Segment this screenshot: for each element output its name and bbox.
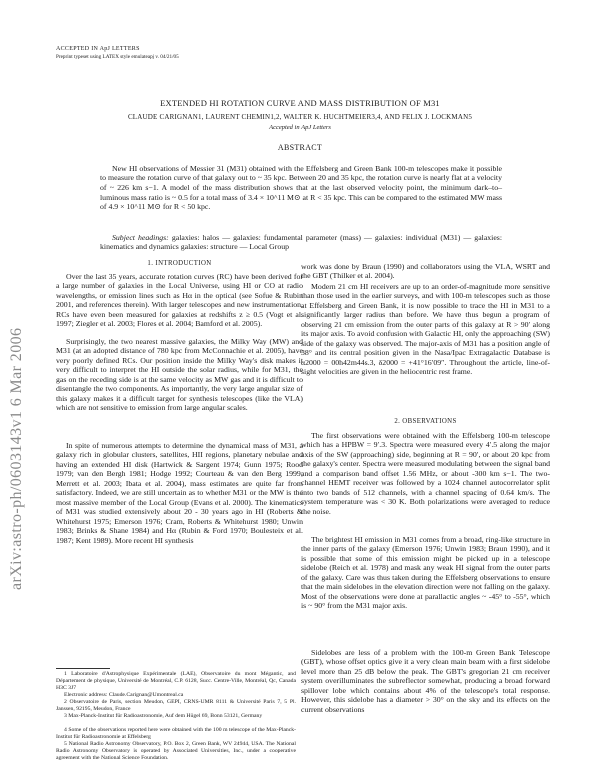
footnote: 5 National Radio Astronomy Observatory, P.O. Box 2, Green Bank, WV 24944, USA. The National Radio Astronomy Observatory is operated by Associated Universities, Inc., under a cooperative agreement with the National Science Foundation. xyxy=(56,741,296,761)
footnote: 3 Max-Planck-Institut für Radioastronomie, Auf dem Hügel 69, Bonn 53121, Germany xyxy=(64,713,263,719)
author-list: CLAUDE CARIGNAN1, LAURENT CHEMIN1,2, WALTER K. HUCHTMEIER3,4, AND FELIX J. LOCKMAN5 xyxy=(127,113,473,121)
footnote-rule xyxy=(56,668,110,669)
subject-headings-text: galaxies: halos — galaxies: fundamental parameter (mass) — galaxies: individual (M31) — galaxies: kinematics and dynamics galaxies: structure — Local Group xyxy=(100,232,503,252)
acceptance-note: Accepted in ApJ Letters xyxy=(269,124,331,131)
subject-headings xyxy=(100,233,502,252)
intro-paragraph: Surprisingly, the two nearest massive galaxies, the Milky Way (MW) and M31 (at an adopted distance of 780 kpc from McConnachie et al. 2005), have very poorly defined RCs. Our position inside the Milky Way's disk makes it very difficult to interpret the HI outside the solar radius, while for M31, the gas on the receding side is at the same velocity as MW gas and it is difficult to disentangle the two components. As importantly, the very large angular size of this galaxy makes it a difficult target for synthesis telescopes (like the VLA) which are not sensitive to emission from large angular scales. xyxy=(56,337,303,413)
footnote: 4 Some of the observations reported here were obtained with the 100 m telescope of the Max-Planck-Institut für Radioastronomie at Effelsberg xyxy=(56,727,296,740)
observations-paragraph: The brightest HI emission in M31 comes from a broad, ring-like structure in the inner parts of the galaxy (Emerson 1976; Unwin 1983; Braun 1990), and it is possible that some of this emission might be picked up in a telescope sidelobe (Reich et al. 1978) and mask any weak HI signal from the outer parts of the galaxy. Care was thus taken during the Effelsberg observations to ensure that the main sidelobes in the elevation direction were not falling on the galaxy. Most of the observations were done at parallactic angles ~ -45° to -55°, which is ~ 90° from the M31 major axis. xyxy=(301,535,550,611)
intro-paragraph: In spite of numerous attempts to determine the dynamical mass of M31, a galaxy rich in globular clusters, satellites, HII regions, planetary nebulae and having an extended HI disk (Hartwick & Sargent 1974; Gunn 1975; Rood 1979; van den Bergh 1981; Hodge 1992; Courteau & van den Berg 1999; Merrett et al. 2003; Ibata et al. 2004), mass estimates are quite far from satisfactory. Indeed, we are still uncertain as to whether M31 or the MW is the most massive member of the Local Group (Evans et al. 2000). The kinematics of M31 was studied extensively about 20 - 30 years ago in HI (Roberts & Whitehurst 1975; Emerson 1976; Cram, Roberts & Whitehurst 1980; Unwin 1983; Brinks & Shane 1984) and Hα (Rubin & Ford 1970; Boulesteix et al. 1987; Kent 1989). More recent HI synthesis xyxy=(56,441,303,545)
observations-heading: 2. OBSERVATIONS xyxy=(394,418,457,425)
footnote: 2 Observatoire de Paris, section Meudon, GEPI, CRNS-UMR 8111 & Université Paris 7, 5 Pl. Janssen, 92195, Meudon, France xyxy=(56,699,296,712)
subject-headings-label: Subject headings: xyxy=(112,232,169,242)
journal-status: ACCEPTED IN ApJ LETTERS xyxy=(56,46,140,52)
footnote: 1 Laboratoire d'Astrophysique Expérimentale (LAE), Observatoire du mont Mégantic, and Département de physique, Université de Montréal, C.P. 6128, Succ. Centre-Ville, Montréal, Qc, Canada H3C 3J7 xyxy=(56,671,296,691)
intro-paragraph: Over the last 35 years, accurate rotation curves (RC) have been derived for a large number of galaxies in the Local Universe, using HI or CO at radio wavelengths, or emission lines such as Hα in the optical (see Sofue & Rubin 2001, and references therein). With larger telescopes and new instrumentation, RCs have even been measured for galaxies at redshifts z ≥ 0.5 (Vogt et al. 1997; Ziegler et al. 2003; Flores et al. 2004; Bamford et al. 2005). xyxy=(56,272,303,329)
paper-title: EXTENDED HI ROTATION CURVE AND MASS DISTRIBUTION OF M31 xyxy=(160,98,440,108)
observations-paragraph: The first observations were obtained with the Effelsberg 100-m telescope which has a HPBW = 9′.3. Spectra were measured every 4′.5 along the major axis of the SW (approaching) side, beginning at R = 90′, or about 20 kpc from the galaxy's center. Spectra were measured modulating between the signal band and a comparison band offset 1.56 MHz, or about -300 km s−1. The two-channel HEMT receiver was followed by a 1024 channel autocorrelator split into two bands of 512 channels, with a channel spacing of 0.64 km/s. The system temperature was < 30 K. Both polarizations were averaged to reduce the noise. xyxy=(301,431,550,516)
arxiv-stamp: arXiv:astro-ph/0603143v1 6 Mar 2006 xyxy=(8,327,25,590)
intro-paragraph: Modern 21 cm HI receivers are up to an order-of-magnitude more sensitive than those used in the earlier surveys, and with 100-m telescopes such as those at Effelsberg and Green Bank, it is now possible to trace the HI in M31 to a significantly larger radius than before. We have thus begun a program of observing 21 cm emission from the outer parts of this galaxy at R > 90′ along its major axis. To avoid confusion with Galactic HI, only the approaching (SW) side of the galaxy was observed. The major-axis of M31 has a position angle of 38° and its central position given in the Nasa/Ipac Extragalactic Database is α2000 = 00h42m44s.3, δ2000 = +41°16′09″. Throughout the article, line-of-sight velocities are given in the heliocentric rest frame. xyxy=(301,282,550,377)
footnote-email: Electronic address: Claude.Carignan@Umontreal.ca xyxy=(64,692,184,698)
intro-heading: 1. INTRODUCTION xyxy=(147,260,212,267)
abstract-heading: ABSTRACT xyxy=(277,143,323,152)
abstract-text: New HI observations of Messier 31 (M31) obtained with the Effelsberg and Green Bank 100-m telescopes make it possible to measure the rotation curve of that galaxy out to ~ 35 kpc. Between 20 and 35 kpc, the rotation curve is nearly flat at a velocity of ~ 226 km s−1. A model of the mass distribution shows that at the last observed velocity point, the minimum dark–to–luminous mass ratio is ~ 0.5 for a total mass of 3.4 × 10^11 M⊙ at R < 35 kpc. This can be compared to the estimated MW mass of 4.9 × 10^11 M⊙ for R < 50 kpc. xyxy=(100,163,502,212)
intro-paragraph-cont: work was done by Braun (1990) and collaborators using the VLA, WSRT and the GBT (Thilker et al. 2004). xyxy=(301,262,550,281)
preprint-note: Preprint typeset using LATEX style emulateapj v. 04/21/05 xyxy=(56,54,179,60)
observations-paragraph: Sidelobes are less of a problem with the 100-m Green Bank Telescope (GBT), whose offset optics give it a very clean main beam with a first sidelobe level more than 25 dB below the peak. The GBT's gregorian 21 cm receiver system overilluminates the subreflector somewhat, producing a broad forward spillover lobe which contains about 4% of the telescope's total response. However, this sidelobe has a diameter > 30° on the sky and its effects on the current observations xyxy=(301,648,550,714)
